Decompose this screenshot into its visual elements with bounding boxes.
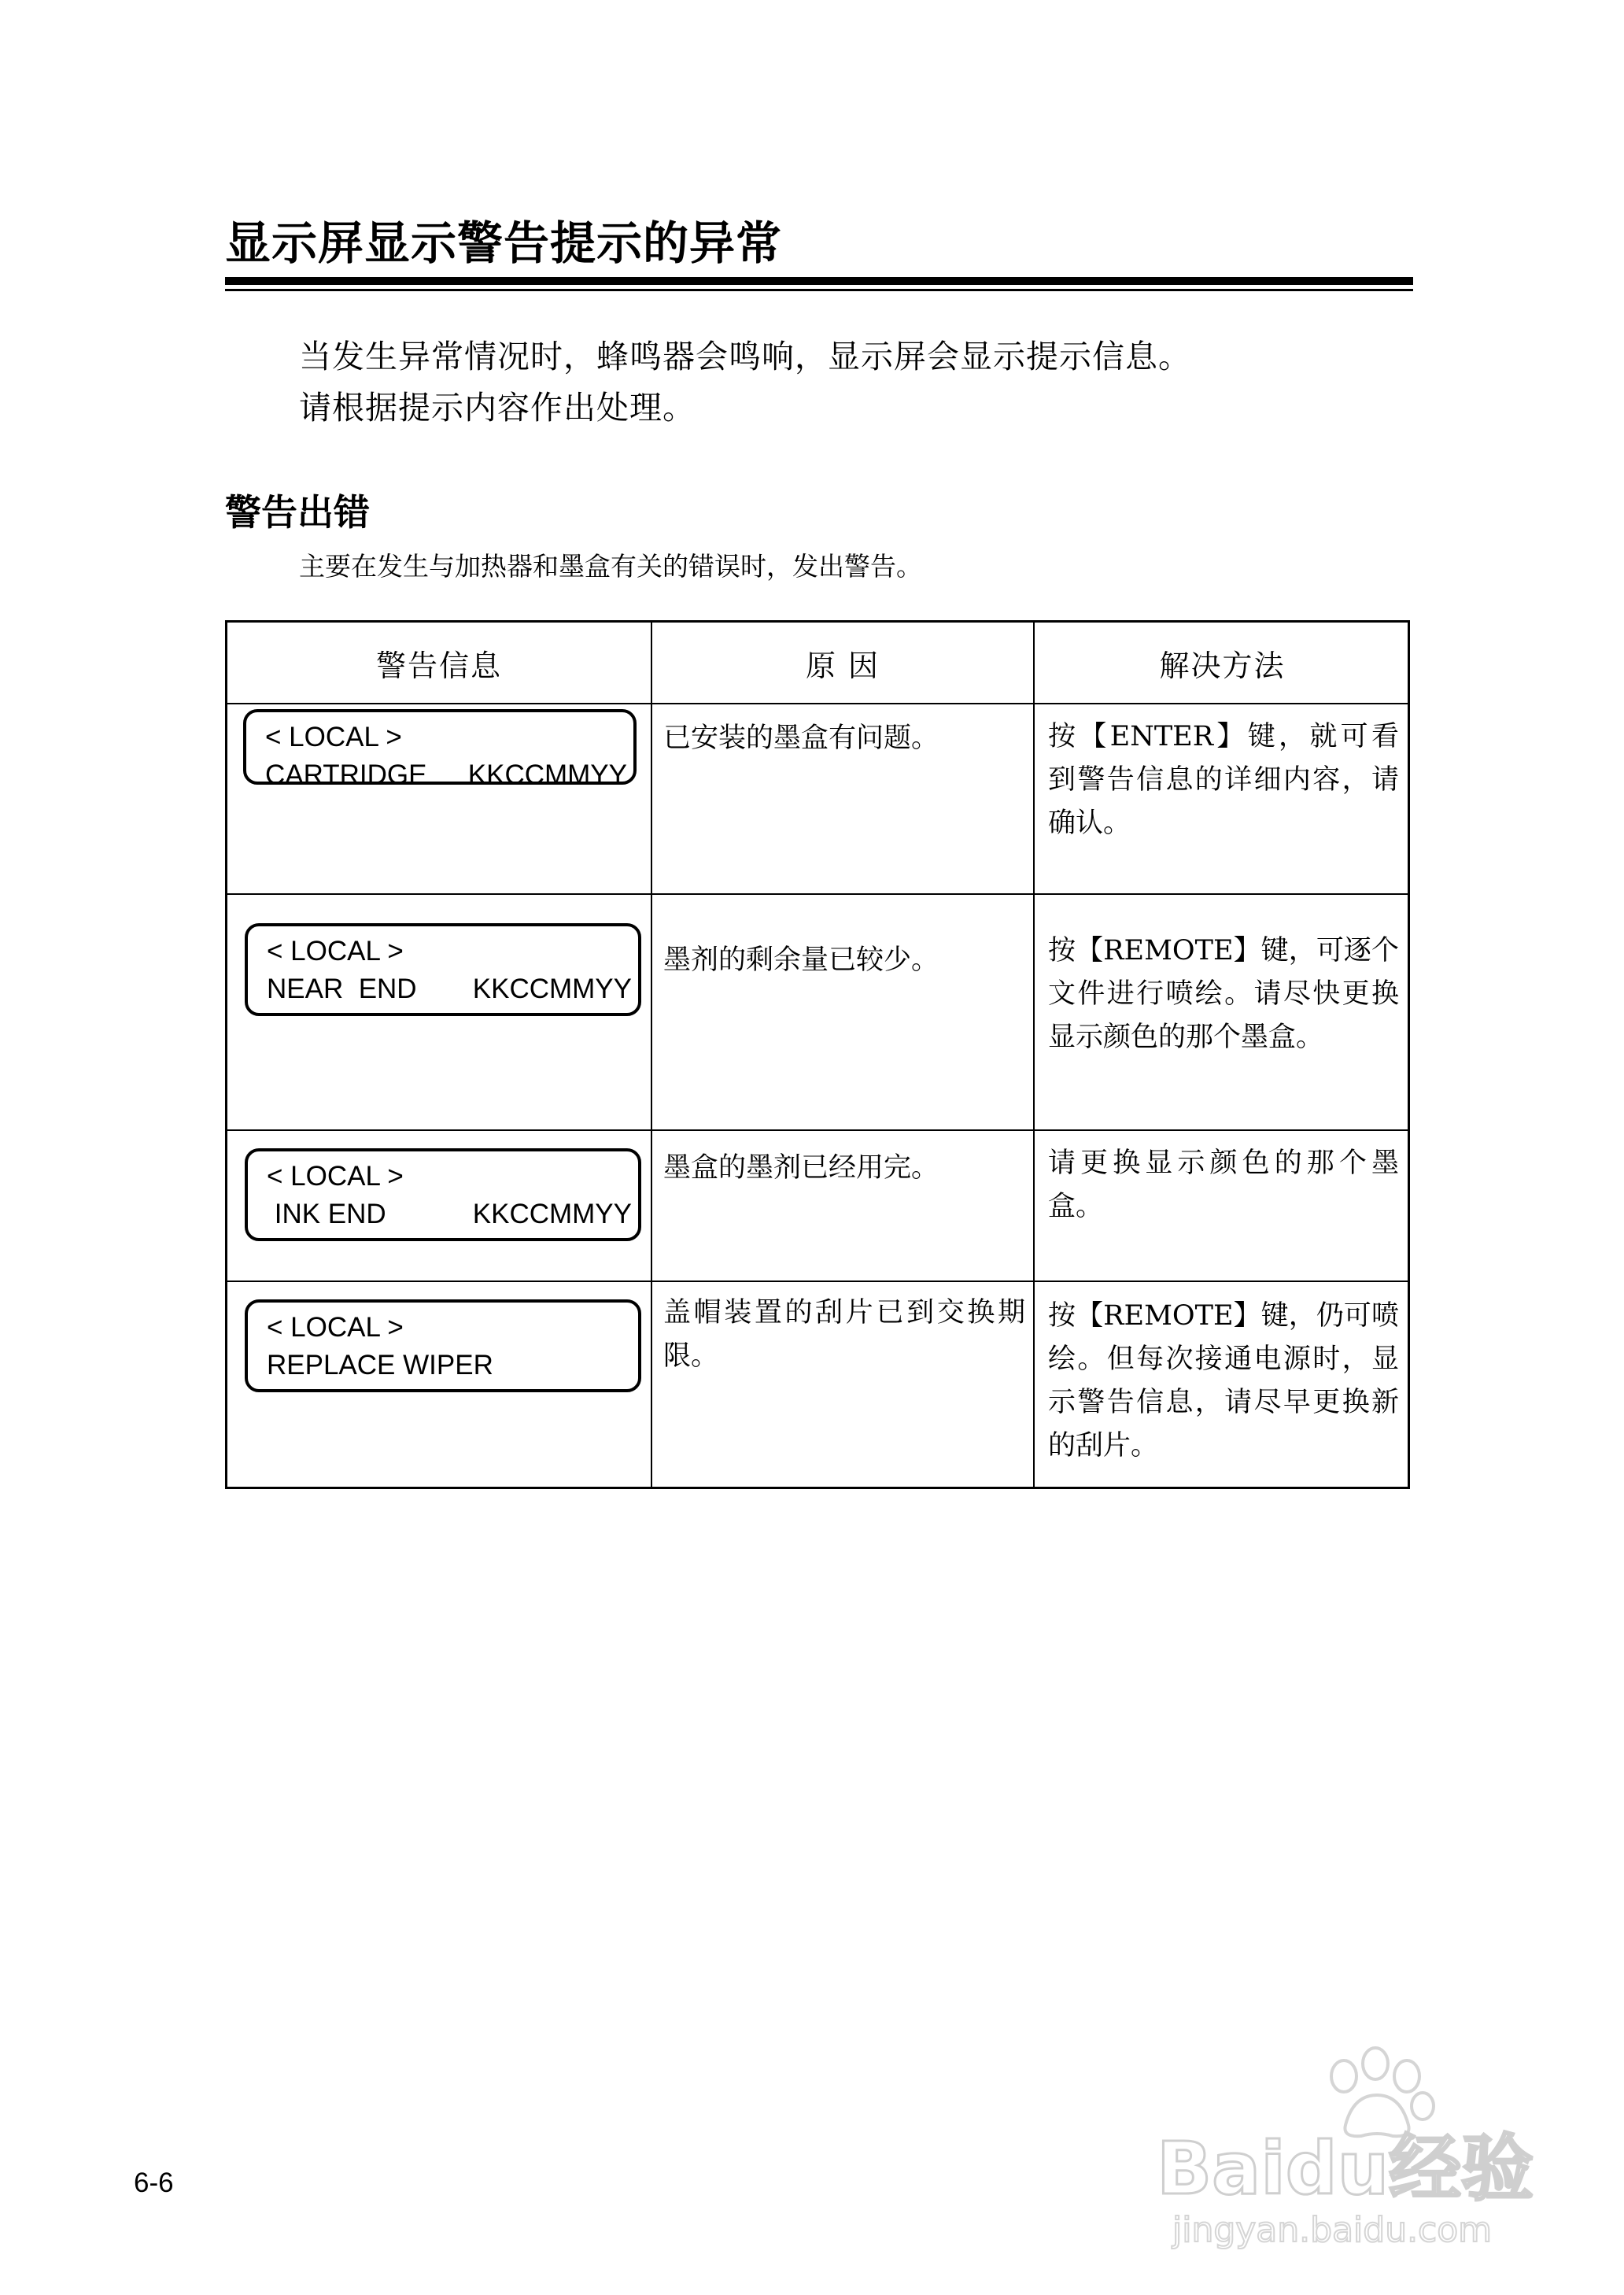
- column-divider: [1033, 623, 1035, 1487]
- title-rule-thin: [225, 289, 1413, 291]
- cause-text: 已安装的墨盒有问题。: [663, 722, 939, 754]
- watermark-logo-text: Baidu经验: [1157, 2127, 1534, 2211]
- baidu-watermark: [1157, 2046, 1566, 2251]
- intro-line-2: 请根据提示内容作出处理。: [299, 389, 696, 427]
- header-warning-info: 警告信息: [375, 648, 502, 683]
- section-description: 主要在发生与加热器和墨盒有关的错误时，发出警告。: [299, 551, 922, 582]
- lcd-line-2: [265, 756, 633, 794]
- row-divider: [227, 1281, 1408, 1282]
- lcd-line-2: [267, 1347, 638, 1384]
- lcd-line-1: < LOCAL >: [267, 1312, 404, 1343]
- lcd-ink-colors: KKCCMMYY: [467, 759, 627, 790]
- cause-text: 墨剂的剩余量已较少。: [663, 944, 939, 976]
- page-title: 显示屏显示警告提示的异常: [225, 216, 783, 270]
- intro-line-1: 当发生异常情况时，蜂鸣器会鸣响，显示屏会显示提示信息。: [299, 338, 1191, 375]
- row-divider: [227, 703, 1408, 704]
- solution-text: 按【REMOTE】键，仍可喷绘。但每次接通电源时，显示警告信息，请尽早更换新的刮片。: [1048, 1300, 1399, 1462]
- lcd-line-1: < LOCAL >: [267, 1161, 404, 1192]
- cause-text: 盖帽装置的刮片已到交换期限。: [663, 1297, 1025, 1372]
- section-title: 警告出错: [225, 491, 370, 534]
- lcd-message: CARTRIDGE: [265, 759, 427, 790]
- solution-text: 请更换显示颜色的那个墨盒。: [1048, 1148, 1399, 1222]
- solution-text: 按【ENTER】键，就可看到警告信息的详细内容，请确认。: [1048, 721, 1399, 839]
- lcd-ink-colors: KKCCMMYY: [472, 1199, 632, 1229]
- cause-text: 墨盒的墨剂已经用完。: [663, 1152, 939, 1184]
- header-cause: 原 因: [805, 648, 880, 683]
- header-solution: 解决方法: [1159, 648, 1286, 683]
- row-divider: [227, 893, 1408, 895]
- lcd-ink-colors: KKCCMMYY: [472, 974, 632, 1004]
- lcd-message: NEAR END: [267, 974, 417, 1004]
- column-divider: [651, 623, 652, 1487]
- lcd-line-2: [267, 1196, 638, 1233]
- row-divider: [227, 1129, 1408, 1131]
- solution-text: 按【REMOTE】键，可逐个文件进行喷绘。请尽快更换显示颜色的那个墨盒。: [1048, 935, 1399, 1053]
- lcd-line-2: [267, 970, 638, 1008]
- lcd-display: [243, 709, 637, 790]
- lcd-message: REPLACE WIPER: [267, 1350, 493, 1380]
- lcd-display: [245, 1148, 641, 1241]
- lcd-line-1: < LOCAL >: [265, 722, 402, 752]
- lcd-line-1: < LOCAL >: [267, 936, 404, 966]
- lcd-message: INK END: [267, 1199, 386, 1229]
- lcd-display: [245, 923, 641, 1016]
- warning-table: [225, 620, 1410, 1489]
- watermark-url: jingyan.baidu.com: [1172, 2210, 1493, 2250]
- lcd-display: [245, 1299, 641, 1392]
- title-rule: [225, 277, 1413, 285]
- page-number: 6-6: [134, 2168, 174, 2198]
